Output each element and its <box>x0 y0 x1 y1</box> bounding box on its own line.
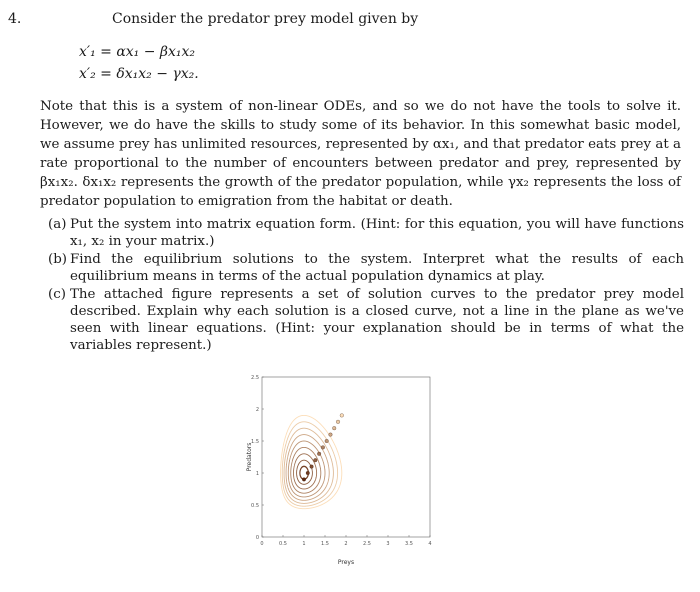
plot-frame <box>262 377 430 537</box>
initial-point <box>302 478 306 482</box>
problem-paragraph: Note that this is a system of non-linear ODEs, and so we do not have the tools to solve it. However, we do have the skills to study some of its behavior. In this somewhat basic model, we assume prey has unlimited resources, represented by αx₁, and that predator eats prey at a rate proportional to the number of encounters between predator and prey, represented by βx₁x₂. δx₁x₂ represents the growth of the predator population, while γx₂ represents the loss of predator population to emigration from the habitat or death. <box>40 99 681 209</box>
part-label: (a) <box>48 217 67 232</box>
x-tick-label: 4 <box>428 541 432 547</box>
x-tick-label: 2 <box>344 541 348 547</box>
initial-point <box>340 414 344 418</box>
problem-parts <box>48 216 684 355</box>
part-a <box>48 216 684 250</box>
phase-portrait-figure <box>238 370 438 570</box>
initial-point <box>317 452 321 456</box>
initial-point <box>325 439 329 443</box>
y-tick-label: 0.5 <box>251 503 259 509</box>
y-axis-label: Predators <box>246 442 253 472</box>
x-tick-label: 1.5 <box>321 541 329 547</box>
x-tick-label: 3.5 <box>405 541 413 547</box>
y-tick-label: 1.5 <box>251 439 259 445</box>
initial-point <box>306 471 310 475</box>
initial-point <box>314 458 318 462</box>
x-tick-label: 2.5 <box>363 541 371 547</box>
initial-point <box>332 426 336 430</box>
part-b <box>48 251 684 285</box>
part-text: Put the system into matrix equation form. (Hint: for this equation, you will have functions x₁, x₂ in your matrix.) <box>70 217 684 249</box>
x-tick-label: 1 <box>302 541 306 547</box>
problem-intro: Consider the predator prey model given by <box>112 11 419 27</box>
part-label: (b) <box>48 252 68 267</box>
part-label: (c) <box>48 287 66 302</box>
initial-point <box>321 446 325 450</box>
initial-point <box>310 465 314 469</box>
y-tick-label: 0 <box>255 535 259 541</box>
part-c <box>48 286 684 354</box>
y-tick-label: 2.5 <box>251 375 259 381</box>
y-tick-label: 1 <box>255 471 259 477</box>
x-axis-label: Preys <box>337 559 355 566</box>
y-tick-label: 2 <box>255 407 259 413</box>
initial-point <box>329 433 333 437</box>
x-tick-label: 0 <box>260 541 264 547</box>
part-text: Find the equilibrium solutions to the system. Interpret what the results of each equilibrium means in terms of the actual population dynamics at play. <box>70 252 684 284</box>
part-text: The attached figure represents a set of solution curves to the predator prey model described. Explain why each solution is a closed curve, not a line in the plane as we've seen with linear equations. (Hint: your explanation should be in terms of what the variables represent.) <box>70 287 684 353</box>
initial-point <box>336 420 340 424</box>
x-tick-label: 3 <box>386 541 390 547</box>
problem-number: 4. <box>8 11 22 27</box>
equation-prey: x′₁ = αx₁ − βx₁x₂ <box>79 44 196 60</box>
equation-predator: x′₂ = δx₁x₂ − γx₂. <box>79 66 199 82</box>
x-tick-label: 0.5 <box>279 541 287 547</box>
